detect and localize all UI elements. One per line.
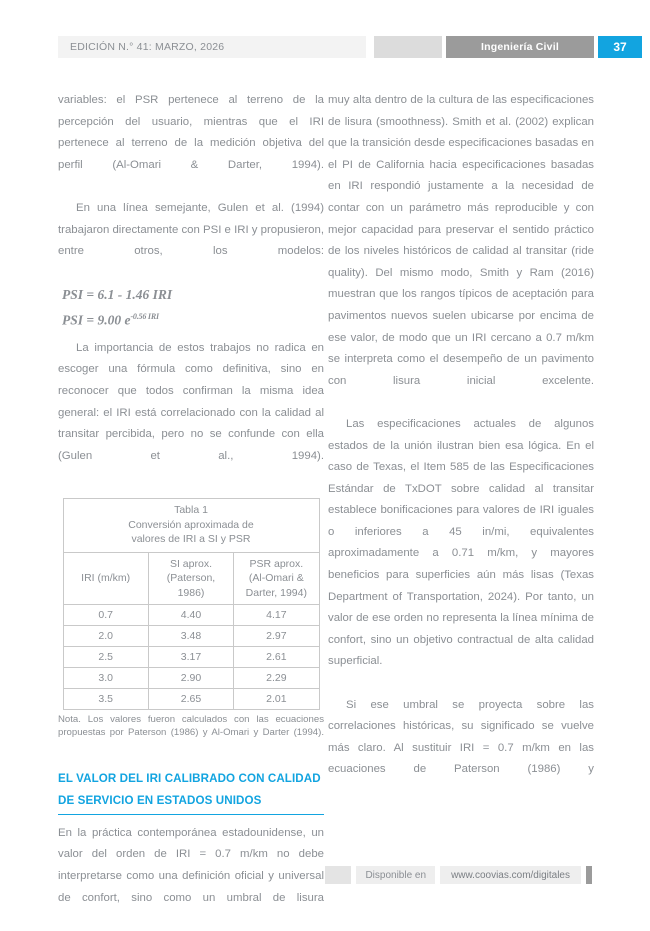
formula-psi-exponential-body: PSI = 9.00 e xyxy=(62,312,131,328)
paragraph-especificaciones-texas: Las especificaciones actuales de algunos estados de la unión ilustran bien esa lógica. En el caso de Texas, el Item 585 de las Especificaciones Estándar de TxDOT sobre calidad al transitar establece bonificaciones para valores de IRI iguales o inferiores a 45 in/mi, equivalentes aproximadamente a 0.71 m/km, y mayores beneficios para superficies aún más lisas (Texas Department of Transportation, 2024). Por tanto, un valor de ese orden no representa la línea mínima de confort, sino un objetivo contractual de alta calidad superficial. xyxy=(328,417,594,668)
table-cell-iri: 3.0 xyxy=(63,668,148,689)
paragraph-practica-contemporanea: En la práctica contemporánea estadounidense, un valor del orden de IRI = 0.7 m/km no debe interpretarse como una definición oficial y universal de confort, sino como un umbral de lisura xyxy=(58,826,324,904)
table-cell-psr: 2.29 xyxy=(234,668,319,689)
table-header-psr-line-3: Darter, 1994) xyxy=(245,586,307,599)
table-row xyxy=(63,689,319,710)
footer-tick-mark xyxy=(586,866,592,884)
table-cell-iri: 2.0 xyxy=(63,626,148,647)
table-header-si-line-2: (Paterson, xyxy=(166,572,216,584)
table-title-line-3: valores de IRI a SI y PSR xyxy=(131,533,251,545)
page-number-badge: 37 xyxy=(598,36,642,58)
formula-psi-exponential xyxy=(62,306,324,332)
table-title-line-1: Tabla 1 xyxy=(174,504,208,516)
page-footer xyxy=(0,866,650,884)
header-spacer xyxy=(366,36,374,58)
header-section-label: Ingeniería Civil xyxy=(446,36,594,58)
header-grey-block xyxy=(374,36,442,58)
table-cell-si: 3.48 xyxy=(148,626,233,647)
table-title-row xyxy=(63,499,319,553)
table-header-si-line-3: 1986) xyxy=(177,586,205,599)
formula-psi-linear xyxy=(62,284,324,306)
table-1 xyxy=(63,498,320,710)
table-1-note: Nota. Los valores fueron calculados con las ecuaciones propuestas por Paterson (1986) y Al-Omari y Darter (1994). xyxy=(58,714,324,738)
table-cell-iri: 2.5 xyxy=(63,647,148,668)
table-cell-psr: 2.61 xyxy=(234,647,319,668)
table-cell-si: 4.40 xyxy=(148,605,233,626)
table-title-line-2: Conversión aproximada de xyxy=(128,518,254,531)
table-row xyxy=(63,605,319,626)
table-header-si xyxy=(148,552,233,605)
paragraph-smith-2002: muy alta dentro de la cultura de las especificaciones de lisura (smoothness). Smith et al. (2002) explican que la transición desde especificaciones basadas en el PI de California hacia especificaciones basadas en IRI respondió justamente a la necesidad de contar con un parámetro más reproducible y con mejor capacidad para preservar el sentido práctico de los niveles históricos de calidad al transitar (ride quality). Del mismo modo, Smith y Ram (2016) muestran que los rangos típicos de aceptación para pavimentos nuevos suelen ubicarse por encima de ese valor, de modo que un IRI cercano a 0.7 m/km se interpreta como el desempeño de un pavimento con lisura inicial excelente. xyxy=(328,94,594,387)
table-1-wrapper xyxy=(58,498,324,752)
footer-disponible-label: Disponible en xyxy=(356,866,435,884)
table-header-psr-line-1: PSR aprox. xyxy=(249,557,304,570)
table-cell-psr: 4.17 xyxy=(234,605,319,626)
right-column xyxy=(328,90,594,803)
table-cell-iri: 0.7 xyxy=(63,605,148,626)
formula-psi-exponent: -0.56 IRI xyxy=(130,312,159,322)
table-row xyxy=(63,626,319,647)
table-header-iri-line-1: IRI (m/km) xyxy=(81,572,131,584)
table-cell-si: 2.90 xyxy=(148,668,233,689)
table-header-row xyxy=(63,552,319,605)
table-row xyxy=(63,647,319,668)
paragraph-importancia: La importancia de estos trabajos no radica en escoger una fórmula como definitiva, sino en reconocer que todos confirman la misma idea general: el IRI está correlacionado con la calidad al transitar percibida, pero no se confunde con ella (Gulen et al., 1994). xyxy=(58,341,324,462)
table-cell-psr: 2.97 xyxy=(234,626,319,647)
table-header-psr xyxy=(234,552,319,605)
paragraph-variables: variables: el PSR pertenece al terreno de la percepción del usuario, mientras que el IRI pertenece al terreno de la medición objetiva del perfil (Al-Omari & Darter, 1994). xyxy=(58,94,324,171)
table-header-psr-line-2: (Al-Omari & xyxy=(248,572,304,584)
table-row xyxy=(63,668,319,689)
header-edition-label: EDICIÓN N.° 41: MARZO, 2026 xyxy=(58,36,366,58)
table-cell-si: 2.65 xyxy=(148,689,233,710)
page-header xyxy=(0,36,650,58)
section-heading-iri-calibrado: EL VALOR DEL IRI CALIBRADO CON CALIDAD DE SERVICIO EN ESTADOS UNIDOS xyxy=(58,768,324,815)
footer-grey-block xyxy=(325,866,351,884)
formula-psi-linear-body: PSI = 6.1 - 1.46 IRI xyxy=(62,287,173,303)
table-title-cell xyxy=(63,499,319,553)
table-cell-iri: 3.5 xyxy=(63,689,148,710)
table-header-iri xyxy=(63,552,148,605)
table-header-si-line-1: SI aprox. xyxy=(169,557,212,570)
paragraph-umbral-correlaciones: Si ese umbral se proyecta sobre las correlaciones históricas, su significado se vuelve más claro. Al sustituir IRI = 0.7 m/km en las ecuaciones de Paterson (1986) y xyxy=(328,698,594,776)
left-column xyxy=(58,90,324,931)
table-cell-psr: 2.01 xyxy=(234,689,319,710)
paragraph-gulen: En una línea semejante, Gulen et al. (1994) trabajaron directamente con PSI e IRI y propusieron, entre otros, los modelos: xyxy=(58,201,324,258)
table-cell-si: 3.17 xyxy=(148,647,233,668)
footer-url[interactable]: www.coovias.com/digitales xyxy=(440,866,581,884)
